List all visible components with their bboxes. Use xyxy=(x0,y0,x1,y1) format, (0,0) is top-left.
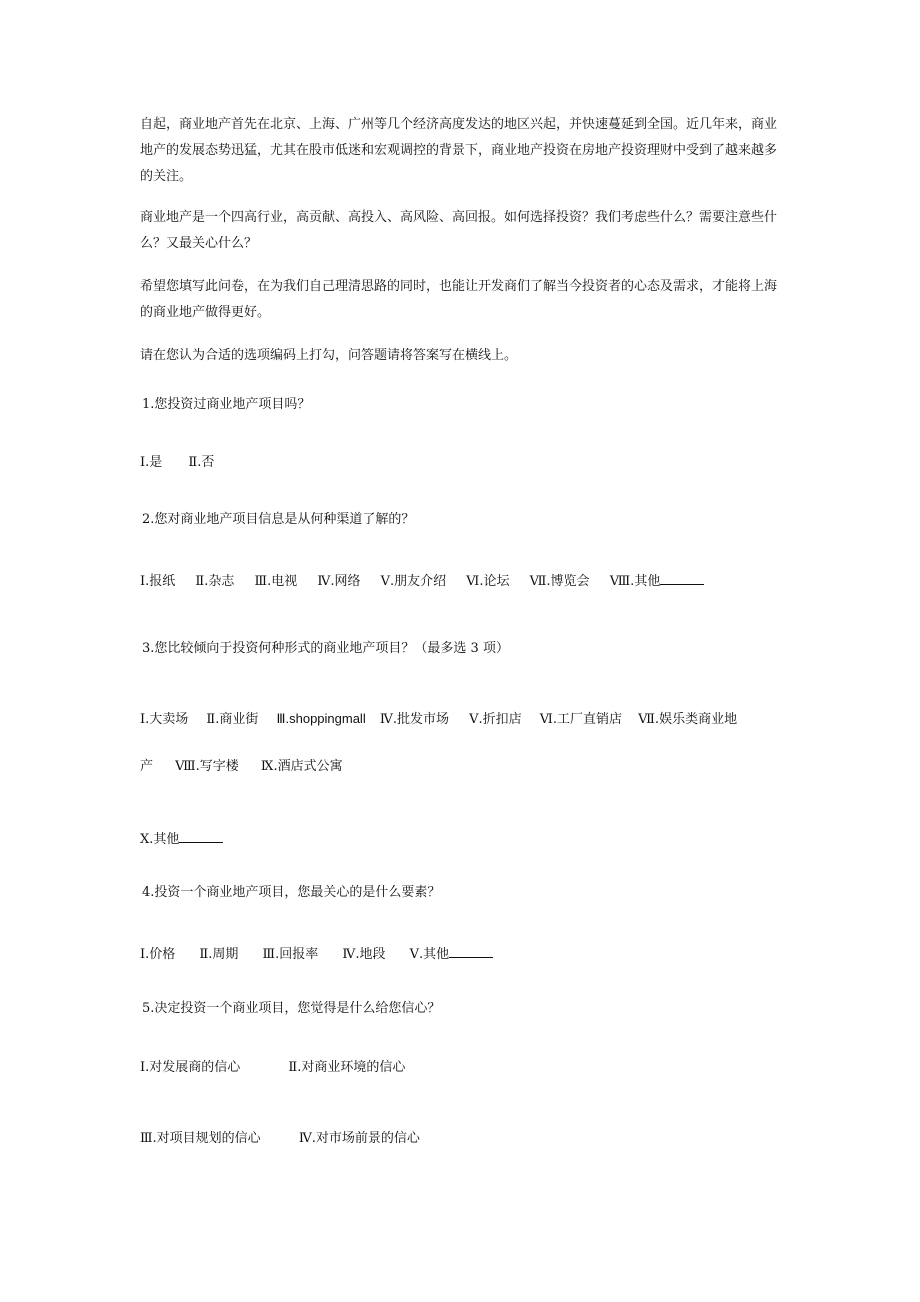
question-5: 5.决定投资一个商业项目，您觉得是什么给您信心？ xyxy=(142,1001,441,1016)
intro-paragraph-1: 自起，商业地产首先在北京、上海、广州等几个经济高度发达的地区兴起，并快速蔓延到全国。近几年来，商业地产的发展态势迅猛，尤其在股市低迷和宏观调控的背景下，商业地产投资在房地产投资理财中受到了越来越多的关注。 xyxy=(140,117,778,184)
q2-option-7[interactable]: Ⅶ.博览会 xyxy=(529,574,590,589)
question-4: 4.投资一个商业地产项目，您最关心的是什么要素？ xyxy=(142,885,441,900)
question-3-options-line-3 xyxy=(140,828,223,849)
q3-option-7[interactable]: Ⅶ.娱乐类商业地 xyxy=(638,712,738,727)
q3-option-1[interactable]: Ⅰ.大卖场 xyxy=(140,712,189,727)
question-2-options xyxy=(140,570,704,591)
q3-option-6[interactable]: Ⅵ.工厂直销店 xyxy=(539,712,623,727)
question-2: 2.您对商业地产项目信息是从何种渠道了解的？ xyxy=(142,512,415,527)
q2-option-6[interactable]: Ⅵ.论坛 xyxy=(466,574,510,589)
q3-option-2[interactable]: Ⅱ.商业街 xyxy=(206,712,259,727)
q2-option-5[interactable]: Ⅴ.朋友介绍 xyxy=(380,574,447,589)
q3-option-8[interactable]: Ⅷ.写字楼 xyxy=(175,759,239,774)
q3-option-4[interactable]: Ⅳ.批发市场 xyxy=(379,712,449,727)
q5-option-1[interactable]: Ⅰ.对发展商的信心 xyxy=(140,1060,241,1075)
question-1-options xyxy=(140,454,214,472)
q2-option-8[interactable]: Ⅷ.其他 xyxy=(609,574,661,589)
question-4-options xyxy=(140,943,493,964)
intro-paragraph-3: 希望您填写此问卷，在为我们自己理清思路的同时，也能让开发商们了解当今投资者的心态及需求，才能将上海的商业地产做得更好。 xyxy=(140,279,778,320)
q4-option-3[interactable]: Ⅲ.回报率 xyxy=(262,947,319,962)
q5-option-2[interactable]: Ⅱ.对商业环境的信心 xyxy=(288,1060,406,1075)
question-3-options-line-1 xyxy=(140,710,737,729)
q3-option-3[interactable]: Ⅲ.shoppingmall xyxy=(276,711,366,726)
q3-option-10[interactable]: Ⅹ.其他 xyxy=(140,832,180,847)
intro-paragraph-2: 商业地产是一个四高行业，高贡献、高投入、高风险、高回报。如何选择投资？我们考虑些什么？需要注意些什么？又最关心什么？ xyxy=(140,210,778,251)
q1-option-1[interactable]: Ⅰ.是 xyxy=(140,455,163,470)
question-3-options-line-2 xyxy=(140,758,343,776)
q4-other-blank[interactable] xyxy=(449,943,493,958)
q2-option-4[interactable]: Ⅳ.网络 xyxy=(317,574,361,589)
q1-option-2[interactable]: Ⅱ.否 xyxy=(188,455,215,470)
q3-option-5[interactable]: Ⅴ.折扣店 xyxy=(469,712,522,727)
q3-option-7-continued: 产 xyxy=(140,759,154,774)
q3-option-9[interactable]: Ⅸ.酒店式公寓 xyxy=(260,759,343,774)
q4-option-1[interactable]: Ⅰ.价格 xyxy=(140,947,176,962)
question-3: 3.您比较倾向于投资何种形式的商业地产项目？（最多选 3 项） xyxy=(142,641,509,656)
q3-other-blank[interactable] xyxy=(179,828,223,843)
q2-option-2[interactable]: Ⅱ.杂志 xyxy=(195,574,235,589)
q2-option-1[interactable]: Ⅰ.报纸 xyxy=(140,574,176,589)
question-1: 1.您投资过商业地产项目吗？ xyxy=(142,397,311,412)
q2-other-blank[interactable] xyxy=(660,570,704,585)
question-5-options-line-2 xyxy=(140,1130,420,1148)
q5-option-4[interactable]: Ⅳ.对市场前景的信心 xyxy=(298,1131,420,1146)
q4-option-4[interactable]: Ⅳ.地段 xyxy=(342,947,386,962)
q5-option-3[interactable]: Ⅲ.对项目规划的信心 xyxy=(140,1131,261,1146)
q2-option-3[interactable]: Ⅲ.电视 xyxy=(254,574,298,589)
question-5-options-line-1 xyxy=(140,1059,405,1077)
q4-option-5[interactable]: Ⅴ.其他 xyxy=(409,947,450,962)
instructions-paragraph: 请在您认为合适的选项编码上打勾，问答题请将答案写在横线上。 xyxy=(140,348,518,363)
q4-option-2[interactable]: Ⅱ.周期 xyxy=(199,947,239,962)
